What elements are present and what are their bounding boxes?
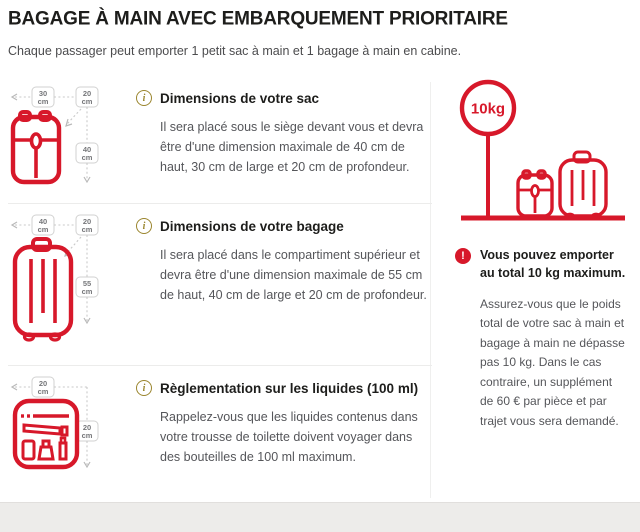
svg-text:20: 20 (82, 89, 92, 98)
svg-text:cm: cm (81, 153, 93, 162)
weight-limit-label: 10kg (470, 100, 506, 118)
dimension-label-width (32, 377, 54, 397)
svg-text:55: 55 (82, 279, 92, 288)
liquids-bag-icon (15, 401, 77, 467)
dimension-label-depth (76, 87, 98, 107)
rule-body: Il sera placé sous le siège devant vous et devra être d'une dimension maximale de 40 cm de haut, 30 cm de large et 20 cm de profondeur. (160, 120, 424, 174)
dimension-label-width (32, 87, 54, 107)
svg-text:cm: cm (37, 97, 49, 106)
liquids-dimensions-figure (8, 375, 136, 479)
info-icon: i (136, 380, 152, 396)
rule-content-bagage (136, 213, 432, 349)
rule-heading: Règlementation sur les liquides (100 ml) (160, 380, 419, 396)
footer-band (0, 502, 640, 532)
info-icon: i (136, 218, 152, 234)
suitcase-icon (15, 239, 71, 340)
handbag-dimensions-svg (8, 85, 130, 187)
baggage-rules-list (8, 76, 432, 495)
svg-text:cm: cm (81, 431, 93, 440)
dimension-label-depth (76, 215, 98, 235)
small-suitcase-icon (560, 152, 606, 218)
svg-text:cm: cm (37, 387, 49, 396)
weight-scale-figure (455, 78, 627, 228)
dimension-label-height (76, 143, 98, 163)
page-subtitle: Chaque passager peut emporter 1 petit sac à main et 1 bagage à main en cabine. (8, 44, 462, 58)
info-icon: i (136, 90, 152, 106)
warning-icon: ! (455, 248, 471, 264)
handbag-icon (13, 112, 59, 182)
svg-text:cm: cm (81, 97, 93, 106)
svg-text:20: 20 (82, 217, 92, 226)
dimension-label-height (76, 421, 98, 441)
svg-text:cm: cm (37, 225, 49, 234)
weight-warning-text: Vous pouvez emporter au total 10 kg maximum. (480, 248, 626, 280)
rule-section-liquides (8, 365, 432, 495)
rule-heading: Dimensions de votre bagage (160, 218, 344, 234)
rule-body: Rappelez-vous que les liquides contenus dans votre trousse de toilette doivent voyager dans des bouteilles de 100 ml maximum. (160, 410, 418, 464)
rule-content-liquides (136, 375, 432, 479)
suitcase-dimensions-svg (8, 213, 130, 349)
svg-text:cm: cm (81, 287, 93, 296)
bag-dimensions-figure (8, 85, 136, 187)
dimension-label-width (32, 215, 54, 235)
svg-text:20: 20 (82, 423, 92, 432)
svg-text:40: 40 (38, 217, 48, 226)
liquids-dimensions-svg (8, 375, 130, 479)
rule-body: Il sera placé dans le compartiment supérieur et devra être d'une dimension maximale de 55 cm de haut, 40 cm de large et 20 cm de profondeur. (160, 248, 427, 302)
weight-details-text: Assurez-vous que le poids total de votre sac à main et bagage à main ne dépasse pas 10 kg. Dans le cas contraire, un supplément de 60 € par pièce et par trajet vous sera demandé. (480, 297, 625, 428)
rule-section-bagage (8, 203, 432, 365)
rule-heading: Dimensions de votre sac (160, 90, 320, 106)
rule-section-sac (8, 76, 432, 203)
dimension-label-height (76, 277, 98, 297)
small-bag-icon (518, 171, 552, 216)
rule-content-sac (136, 85, 432, 187)
svg-text:cm: cm (81, 225, 93, 234)
suitcase-dimensions-figure (8, 213, 136, 349)
weight-warning (455, 247, 627, 282)
page-title: BAGAGE À MAIN AVEC EMBARQUEMENT PRIORITAIRE (8, 8, 508, 30)
page-header (8, 8, 632, 58)
svg-text:20: 20 (38, 379, 48, 388)
weight-limit-panel (455, 78, 627, 431)
svg-text:40: 40 (82, 145, 92, 154)
svg-text:30: 30 (38, 89, 48, 98)
